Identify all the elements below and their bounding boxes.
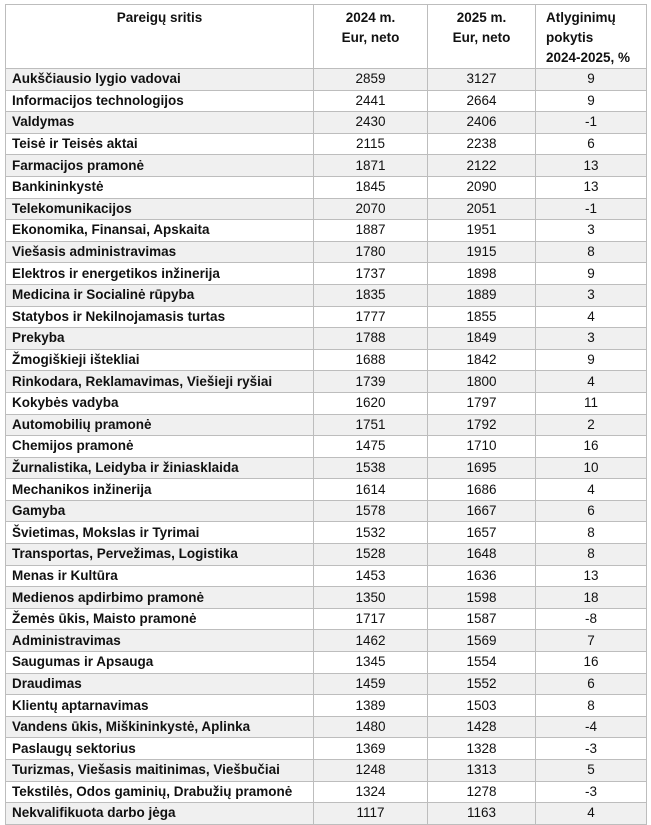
cell-field: Menas ir Kultūra xyxy=(6,565,314,587)
cell-change: 3 xyxy=(536,220,647,242)
cell-change: 18 xyxy=(536,587,647,609)
cell-change: 13 xyxy=(536,565,647,587)
cell-2025: 1428 xyxy=(428,716,536,738)
table-row xyxy=(6,112,647,134)
table-row xyxy=(6,284,647,306)
cell-field: Informacijos technologijos xyxy=(6,90,314,112)
cell-field: Žurnalistika, Leidyba ir žiniasklaida xyxy=(6,457,314,479)
cell-2025: 1598 xyxy=(428,587,536,609)
cell-2024: 1578 xyxy=(314,500,428,522)
table-row xyxy=(6,220,647,242)
header-line: 2024-2025, % xyxy=(546,50,631,65)
cell-field: Statybos ir Nekilnojamasis turtas xyxy=(6,306,314,328)
table-row xyxy=(6,414,647,436)
table-row xyxy=(6,565,647,587)
cell-2024: 1532 xyxy=(314,522,428,544)
cell-change: 3 xyxy=(536,328,647,350)
cell-change: 8 xyxy=(536,522,647,544)
cell-change: -3 xyxy=(536,738,647,760)
cell-2024: 1887 xyxy=(314,220,428,242)
table-row xyxy=(6,349,647,371)
header-row xyxy=(6,5,647,69)
cell-change: 11 xyxy=(536,392,647,414)
cell-2025: 1686 xyxy=(428,479,536,501)
cell-field: Turizmas, Viešasis maitinimas, Viešbučiai xyxy=(6,760,314,782)
cell-2024: 1835 xyxy=(314,284,428,306)
cell-2025: 1328 xyxy=(428,738,536,760)
salary-table xyxy=(5,4,647,825)
cell-field: Tekstilės, Odos gaminių, Drabužių pramonė xyxy=(6,781,314,803)
cell-2024: 1737 xyxy=(314,263,428,285)
cell-field: Medicina ir Socialinė rūpyba xyxy=(6,284,314,306)
cell-change: 8 xyxy=(536,544,647,566)
cell-2024: 1871 xyxy=(314,155,428,177)
cell-change: -4 xyxy=(536,716,647,738)
cell-2025: 1792 xyxy=(428,414,536,436)
cell-2024: 1462 xyxy=(314,630,428,652)
cell-2025: 2122 xyxy=(428,155,536,177)
cell-change: -8 xyxy=(536,608,647,630)
table-row xyxy=(6,544,647,566)
cell-field: Rinkodara, Reklamavimas, Viešieji ryšiai xyxy=(6,371,314,393)
cell-change: 13 xyxy=(536,176,647,198)
cell-2025: 1667 xyxy=(428,500,536,522)
cell-2025: 1695 xyxy=(428,457,536,479)
cell-field: Aukščiausio lygio vadovai xyxy=(6,69,314,91)
cell-2025: 3127 xyxy=(428,69,536,91)
cell-field: Gamyba xyxy=(6,500,314,522)
cell-2025: 1587 xyxy=(428,608,536,630)
cell-2025: 2664 xyxy=(428,90,536,112)
cell-field: Klientų aptarnavimas xyxy=(6,695,314,717)
cell-2024: 1845 xyxy=(314,176,428,198)
cell-change: 8 xyxy=(536,241,647,263)
table-row xyxy=(6,695,647,717)
table-row xyxy=(6,587,647,609)
table-row xyxy=(6,738,647,760)
table-row xyxy=(6,263,647,285)
cell-2025: 1503 xyxy=(428,695,536,717)
table-row xyxy=(6,457,647,479)
cell-2024: 1389 xyxy=(314,695,428,717)
table-body xyxy=(6,69,647,825)
cell-2024: 2115 xyxy=(314,133,428,155)
header-2025 xyxy=(428,5,536,69)
header-change xyxy=(536,5,647,69)
cell-2025: 1898 xyxy=(428,263,536,285)
cell-2024: 1453 xyxy=(314,565,428,587)
cell-2024: 1350 xyxy=(314,587,428,609)
table-row xyxy=(6,781,647,803)
cell-2025: 1797 xyxy=(428,392,536,414)
cell-2024: 1345 xyxy=(314,652,428,674)
cell-change: 7 xyxy=(536,630,647,652)
cell-2025: 1554 xyxy=(428,652,536,674)
table-row xyxy=(6,198,647,220)
cell-field: Ekonomika, Finansai, Apskaita xyxy=(6,220,314,242)
table-row xyxy=(6,69,647,91)
cell-2024: 1777 xyxy=(314,306,428,328)
table-row xyxy=(6,479,647,501)
cell-change: 9 xyxy=(536,69,647,91)
cell-2024: 1475 xyxy=(314,436,428,458)
cell-2024: 1528 xyxy=(314,544,428,566)
cell-change: 6 xyxy=(536,500,647,522)
table-row xyxy=(6,652,647,674)
cell-2024: 1459 xyxy=(314,673,428,695)
cell-change: -1 xyxy=(536,198,647,220)
table-row xyxy=(6,630,647,652)
cell-change: 3 xyxy=(536,284,647,306)
cell-2024: 1369 xyxy=(314,738,428,760)
cell-2025: 2051 xyxy=(428,198,536,220)
cell-field: Medienos apdirbimo pramonė xyxy=(6,587,314,609)
table-row xyxy=(6,371,647,393)
cell-2025: 1278 xyxy=(428,781,536,803)
cell-2025: 2406 xyxy=(428,112,536,134)
cell-2025: 1849 xyxy=(428,328,536,350)
header-field xyxy=(6,5,314,69)
cell-field: Žmogiškieji ištekliai xyxy=(6,349,314,371)
cell-2024: 2430 xyxy=(314,112,428,134)
cell-change: 16 xyxy=(536,436,647,458)
table-row xyxy=(6,673,647,695)
cell-field: Žemės ūkis, Maisto pramonė xyxy=(6,608,314,630)
header-line: 2025 m. xyxy=(456,10,507,25)
cell-2025: 1569 xyxy=(428,630,536,652)
header-line: Pareigų sritis xyxy=(116,10,203,25)
table-row xyxy=(6,760,647,782)
cell-2024: 2441 xyxy=(314,90,428,112)
table-header xyxy=(6,5,647,69)
table-row xyxy=(6,803,647,825)
cell-2024: 1117 xyxy=(314,803,428,825)
cell-2025: 1915 xyxy=(428,241,536,263)
cell-2024: 1538 xyxy=(314,457,428,479)
cell-field: Valdymas xyxy=(6,112,314,134)
cell-change: 6 xyxy=(536,133,647,155)
cell-2025: 1800 xyxy=(428,371,536,393)
cell-2024: 1788 xyxy=(314,328,428,350)
cell-2024: 1751 xyxy=(314,414,428,436)
cell-change: 2 xyxy=(536,414,647,436)
cell-field: Draudimas xyxy=(6,673,314,695)
cell-2024: 1480 xyxy=(314,716,428,738)
cell-field: Prekyba xyxy=(6,328,314,350)
cell-change: -1 xyxy=(536,112,647,134)
table-row xyxy=(6,500,647,522)
cell-change: 5 xyxy=(536,760,647,782)
cell-2025: 1313 xyxy=(428,760,536,782)
cell-change: 4 xyxy=(536,479,647,501)
table-row xyxy=(6,155,647,177)
cell-change: 4 xyxy=(536,371,647,393)
cell-change: 9 xyxy=(536,263,647,285)
cell-change: 8 xyxy=(536,695,647,717)
cell-change: -3 xyxy=(536,781,647,803)
cell-2025: 1648 xyxy=(428,544,536,566)
cell-2024: 1620 xyxy=(314,392,428,414)
cell-change: 4 xyxy=(536,306,647,328)
cell-change: 9 xyxy=(536,349,647,371)
table-row xyxy=(6,436,647,458)
cell-2025: 1710 xyxy=(428,436,536,458)
cell-field: Administravimas xyxy=(6,630,314,652)
cell-2025: 1636 xyxy=(428,565,536,587)
cell-2024: 1688 xyxy=(314,349,428,371)
table-row xyxy=(6,306,647,328)
cell-change: 4 xyxy=(536,803,647,825)
cell-change: 9 xyxy=(536,90,647,112)
cell-field: Telekomunikacijos xyxy=(6,198,314,220)
cell-field: Saugumas ir Apsauga xyxy=(6,652,314,674)
table-row xyxy=(6,522,647,544)
cell-field: Mechanikos inžinerija xyxy=(6,479,314,501)
table-row xyxy=(6,716,647,738)
table-row xyxy=(6,176,647,198)
cell-field: Kokybės vadyba xyxy=(6,392,314,414)
cell-field: Bankininkystė xyxy=(6,176,314,198)
cell-field: Farmacijos pramonė xyxy=(6,155,314,177)
cell-change: 13 xyxy=(536,155,647,177)
cell-2025: 1657 xyxy=(428,522,536,544)
cell-2025: 1163 xyxy=(428,803,536,825)
header-line: Eur, neto xyxy=(341,30,400,45)
cell-2024: 2859 xyxy=(314,69,428,91)
cell-change: 6 xyxy=(536,673,647,695)
cell-2025: 2238 xyxy=(428,133,536,155)
cell-2025: 1855 xyxy=(428,306,536,328)
table-row xyxy=(6,133,647,155)
table-row xyxy=(6,392,647,414)
cell-2025: 1951 xyxy=(428,220,536,242)
cell-field: Švietimas, Mokslas ir Tyrimai xyxy=(6,522,314,544)
cell-field: Chemijos pramonė xyxy=(6,436,314,458)
cell-2024: 1717 xyxy=(314,608,428,630)
cell-field: Viešasis administravimas xyxy=(6,241,314,263)
cell-2025: 2090 xyxy=(428,176,536,198)
cell-field: Vandens ūkis, Miškininkystė, Aplinka xyxy=(6,716,314,738)
cell-change: 10 xyxy=(536,457,647,479)
cell-field: Teisė ir Teisės aktai xyxy=(6,133,314,155)
cell-2024: 2070 xyxy=(314,198,428,220)
cell-2025: 1842 xyxy=(428,349,536,371)
cell-2024: 1248 xyxy=(314,760,428,782)
cell-2025: 1889 xyxy=(428,284,536,306)
header-2024 xyxy=(314,5,428,69)
cell-field: Elektros ir energetikos inžinerija xyxy=(6,263,314,285)
header-line: pokytis xyxy=(546,30,594,45)
cell-2024: 1780 xyxy=(314,241,428,263)
cell-2024: 1614 xyxy=(314,479,428,501)
header-line: 2024 m. xyxy=(345,10,396,25)
cell-change: 16 xyxy=(536,652,647,674)
cell-field: Transportas, Pervežimas, Logistika xyxy=(6,544,314,566)
header-line: Atlyginimų xyxy=(546,10,616,25)
table-row xyxy=(6,90,647,112)
cell-2025: 1552 xyxy=(428,673,536,695)
table-row xyxy=(6,328,647,350)
cell-field: Paslaugų sektorius xyxy=(6,738,314,760)
table-row xyxy=(6,608,647,630)
cell-field: Automobilių pramonė xyxy=(6,414,314,436)
cell-field: Nekvalifikuota darbo jėga xyxy=(6,803,314,825)
table-row xyxy=(6,241,647,263)
cell-2024: 1324 xyxy=(314,781,428,803)
cell-2024: 1739 xyxy=(314,371,428,393)
header-line: Eur, neto xyxy=(452,30,511,45)
